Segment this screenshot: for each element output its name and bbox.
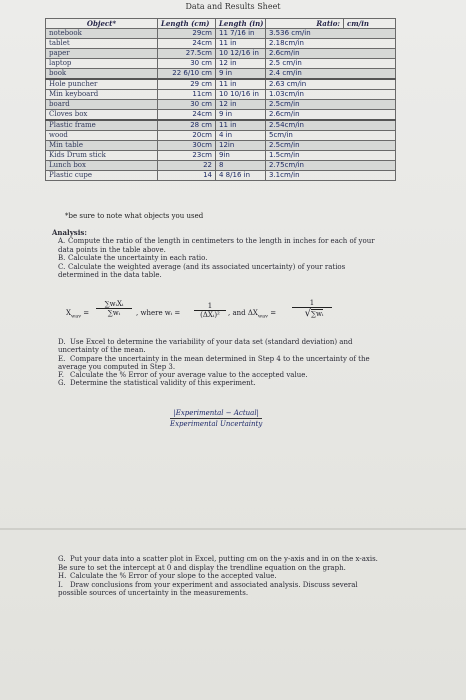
- cell-object: Lunch box: [46, 161, 158, 171]
- cell-ratio: 2.75cm/in: [266, 161, 396, 171]
- cell-length-cm: 30 cm: [158, 59, 216, 69]
- formula-and: , and $\Delta X_{wav}$ =: [228, 309, 277, 320]
- cell-ratio: 3.1cm/in: [266, 171, 396, 181]
- cell-object: notebook: [46, 29, 158, 39]
- cell-length-in: 8: [216, 161, 266, 171]
- analysis-step-a: A. Compute the ratio of the length in centimeters to the length in inches for each of your data points in the table above.: [58, 237, 375, 254]
- step-text: Use Excel to determine the variability of your data set (standard deviation) and uncertainty of the mean.: [58, 338, 353, 355]
- step-tag: G.: [58, 555, 66, 563]
- percent-error-formula: [170, 409, 262, 428]
- cell-object: tablet: [46, 39, 158, 49]
- cell-ratio: 2.6cm/in: [266, 49, 396, 59]
- formula-main-fraction: [96, 300, 132, 317]
- table-row: [46, 59, 396, 69]
- cell-ratio: 2.54cm/in: [266, 120, 396, 131]
- cell-length-cm: 23cm: [158, 151, 216, 161]
- table-row: [46, 131, 396, 141]
- weighted-average-formula: [66, 297, 366, 337]
- pct-formula-numerator: |Experimental − Actual|: [173, 409, 259, 417]
- graph-step-i: [58, 581, 378, 598]
- analysis-step-b: B. Calculate the uncertainty in each ratio.: [58, 254, 208, 263]
- formula-uncertainty-fraction: [292, 299, 332, 319]
- cell-object: board: [46, 100, 158, 110]
- cell-object: paper: [46, 49, 158, 59]
- cell-object: laptop: [46, 59, 158, 69]
- table-row: [46, 141, 396, 151]
- analysis-step-c-text: Calculate the weighted average (and its associated uncertainty) of your ratios determined in the data table.: [58, 262, 346, 280]
- cell-ratio: 3.536 cm/in: [266, 29, 396, 39]
- header-length-cm: Length (cm): [158, 19, 216, 29]
- formula-numerator: ∑wᵢXᵢ: [104, 300, 124, 308]
- table-footnote: *be sure to note what objects you used: [65, 212, 204, 220]
- table-row: [46, 161, 396, 171]
- cell-ratio: 2.5cm/in: [266, 141, 396, 151]
- cell-length-cm: 20cm: [158, 131, 216, 141]
- cell-length-in: 10 12/16 in: [216, 49, 266, 59]
- cell-ratio: 2.63 cm/in: [266, 79, 396, 90]
- cell-object: wood: [46, 131, 158, 141]
- step-text: Draw conclusions from your experiment and associated analysis. Discuss several possible sources of uncertainty in the measurements.: [58, 580, 358, 598]
- analysis-steps-g-i: [58, 555, 378, 598]
- table-row: [46, 90, 396, 100]
- cell-ratio: 2.5 cm/in: [266, 59, 396, 69]
- table-row: [46, 79, 396, 90]
- formula-uncertainty-numerator: 1: [309, 299, 315, 307]
- cell-ratio: 2.4 cm/in: [266, 69, 396, 80]
- table-row: [46, 39, 396, 49]
- table-row: [46, 29, 396, 39]
- cell-length-in: 9 in: [216, 69, 266, 80]
- cell-object: Plastic frame: [46, 120, 158, 131]
- table-header-row: [46, 19, 396, 29]
- cell-length-cm: 22 6/10 cm: [158, 69, 216, 80]
- cell-object: book: [46, 69, 158, 80]
- step-tag: E.: [58, 354, 66, 363]
- cell-object: Min keyboard: [46, 90, 158, 100]
- cell-ratio: 5cm/in: [266, 131, 396, 141]
- table-row: [46, 171, 396, 181]
- formula-weight-fraction: [194, 302, 226, 319]
- cell-length-in: 10 10/16 in: [216, 90, 266, 100]
- formula-weight-denominator: (ΔXᵢ)²: [194, 310, 226, 319]
- table-row: [46, 120, 396, 131]
- table-row: [46, 69, 396, 80]
- analysis-step-g: [58, 379, 378, 387]
- cell-length-cm: 11cm: [158, 90, 216, 100]
- step-text: Calculate the % Error of your slope to the accepted value.: [70, 572, 277, 581]
- cell-ratio: 1.5cm/in: [266, 151, 396, 161]
- cell-length-in: 11 in: [216, 39, 266, 49]
- formula-weight-numerator: 1: [207, 302, 213, 310]
- cell-length-cm: 27.5cm: [158, 49, 216, 59]
- formula-lhs: $X_{wav}$ =: [66, 309, 90, 320]
- cell-length-cm: 24cm: [158, 39, 216, 49]
- cell-length-cm: 30cm: [158, 141, 216, 151]
- cell-object: Min table: [46, 141, 158, 151]
- table-row: [46, 110, 396, 121]
- cell-length-in: 12 in: [216, 100, 266, 110]
- cell-length-cm: 29cm: [158, 29, 216, 39]
- analysis-step-d: [58, 338, 378, 355]
- analysis-steps-d-g: [58, 338, 378, 388]
- cell-ratio: 2.18cm/in: [266, 39, 396, 49]
- cell-length-cm: 29 cm: [158, 79, 216, 90]
- analysis-step-e: [58, 355, 378, 372]
- cell-length-cm: 24cm: [158, 110, 216, 121]
- step-tag: I.: [58, 580, 63, 589]
- cell-object: Cloves box: [46, 110, 158, 121]
- cell-length-in: 11 in: [216, 79, 266, 90]
- formula-denominator: ∑wᵢ: [96, 308, 132, 317]
- cell-length-cm: 22: [158, 161, 216, 171]
- page-title: Data and Results Sheet: [185, 2, 281, 11]
- table-row: [46, 151, 396, 161]
- cell-length-in: 11 7/16 in: [216, 29, 266, 39]
- cell-object: Hole puncher: [46, 79, 158, 90]
- formula-uncertainty-denominator: √∑wᵢ: [292, 307, 332, 319]
- step-text: Determine the statistical validity of this experiment.: [70, 379, 256, 388]
- table-row: [46, 100, 396, 110]
- step-text: Calculate the % Error of your average value to the accepted value.: [70, 371, 308, 380]
- step-text: Compare the uncertainty in the mean determined in Step 4 to the uncertainty of the average you computed in Step 3.: [58, 354, 370, 371]
- step-tag: G.: [58, 379, 66, 388]
- graph-step-g: [58, 555, 378, 572]
- analysis-section: [52, 229, 382, 279]
- pct-formula-bar: [170, 418, 262, 419]
- cell-length-cm: 30 cm: [158, 100, 216, 110]
- step-tag: D.: [58, 338, 66, 346]
- pct-formula-denominator: Experimental Uncertainty: [170, 420, 263, 428]
- cell-ratio: 1.03cm/in: [266, 90, 396, 100]
- cell-object: Kids Drum stick: [46, 151, 158, 161]
- step-text: Put your data into a scatter plot in Excel, putting cm on the y-axis and in on the x-axis. Be sure to set the intercept at 0 and display the trendline equation on the graph.: [58, 555, 378, 572]
- cell-ratio: 2.6cm/in: [266, 110, 396, 121]
- formula-where: , where wᵢ =: [136, 309, 181, 317]
- cell-length-in: 4 in: [216, 131, 266, 141]
- header-ratio: Ratio:: [266, 19, 344, 29]
- analysis-step-f: [58, 371, 378, 379]
- cell-ratio: 2.5cm/in: [266, 100, 396, 110]
- cell-length-in: 12in: [216, 141, 266, 151]
- analysis-heading: Analysis:: [52, 228, 87, 237]
- step-tag: F.: [58, 371, 64, 380]
- analysis-step-a-text: Compute the ratio of the length in centimeters to the length in inches for each of your data points in the table above.: [58, 237, 375, 254]
- table-row: [46, 49, 396, 59]
- cell-length-in: 9 in: [216, 110, 266, 121]
- analysis-step-c: C. Calculate the weighted average (and its associated uncertainty) of your ratios determined in the data table.: [58, 262, 346, 280]
- header-object: Object*: [46, 19, 158, 29]
- cell-length-in: 4 8/16 in: [216, 171, 266, 181]
- cell-length-in: 9in: [216, 151, 266, 161]
- cell-length-in: 12 in: [216, 59, 266, 69]
- header-length-in: Length (in): [216, 19, 266, 29]
- analysis-step-b-text: Calculate the uncertainty in each ratio.: [68, 254, 208, 263]
- page-divider: [0, 528, 466, 530]
- graph-step-h: [58, 572, 378, 581]
- step-tag: H.: [58, 572, 67, 581]
- data-table: [45, 18, 396, 181]
- header-ratio-unit: cm/in: [344, 19, 396, 29]
- cell-object: Plastic cupe: [46, 171, 158, 181]
- cell-length-cm: 14: [158, 171, 216, 181]
- cell-length-in: 11 in: [216, 120, 266, 131]
- cell-length-cm: 28 cm: [158, 120, 216, 131]
